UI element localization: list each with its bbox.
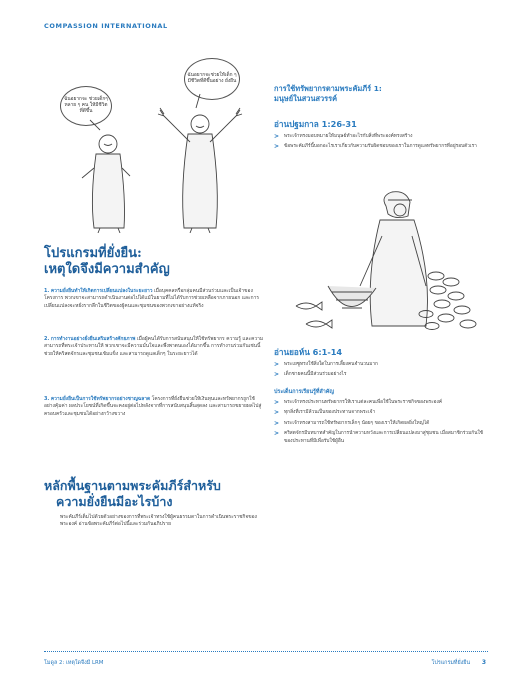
question-list-1 — [274, 133, 488, 154]
learning-text: พระเจ้าทรงสามารถใช้ทรัพยากรเล็กๆ น้อยๆ ของเราให้เกิดผลยิ่งใหญ่ได้ — [284, 420, 430, 426]
list-item — [274, 409, 488, 416]
org-header: COMPASSION INTERNATIONAL — [44, 22, 168, 30]
learning-text: คริสตจักรมีบทบาทสำคัญในการนำความหวังและการเปลี่ยนแปลงมาสู่ชุมชน เมื่อสมาชิกร่วมกันใช้ของประทานที่มีเพื่อรับใช้ผู้อื่น — [284, 431, 484, 444]
p3-number: 3. — [44, 396, 50, 402]
paragraph-intro-scripture: พระคัมภีร์เต็มไปด้วยตัวอย่างของการที่พระเจ้าทรงใช้ผู้คนธรรมดาในการดำเนินพระราชกิจของพระองค์ อ่านข้อพระคัมภีร์ต่อไปนี้และร่วมกันอภิปราย — [60, 514, 257, 528]
p1-highlight: ความยั่งยืนทำให้เกิดการเปลี่ยนแปลงในระยะยาว — [50, 288, 153, 294]
speech-bubble-left: ฉันอยากจะ ช่วยเด็กๆหลาย ๆ คน ให้มีชีวิตที่ดีขึ้น — [60, 86, 112, 126]
title2-line1: หลักพื้นฐานตามพระคัมภีร์สำหรับ — [44, 478, 221, 493]
list-item — [274, 399, 488, 406]
footer-module: โมดูล 2: เหตุใดจึงมี LRM — [44, 660, 104, 666]
footer-section-title: โปรแกรมที่ยั่งยืน — [431, 660, 471, 666]
arrow-icon: > — [274, 419, 280, 427]
footer-section — [432, 659, 487, 667]
section-title-sustainable-program — [44, 246, 264, 278]
scripture-section-1-heading — [274, 84, 488, 104]
key-learning-heading: ประเด็นการเรียนรู้ที่สำคัญ — [274, 389, 334, 395]
paragraph-1 — [44, 288, 264, 310]
arrow-icon: > — [274, 399, 280, 406]
question-text: พระเจ้าทรงมอบหมายให้มนุษย์ทำอะไรกับสิ่งที่พระองค์ทรงสร้าง — [284, 134, 413, 139]
arrow-icon: > — [274, 409, 280, 417]
list-item — [274, 371, 488, 378]
list-item — [274, 143, 488, 150]
arrow-icon: > — [274, 430, 280, 438]
arrow-icon: > — [274, 361, 280, 368]
p3-highlight: ความยั่งยืนเป็นการใช้ทรัพยากรอย่างชาญฉลาด — [50, 396, 151, 402]
arrow-icon: > — [274, 133, 280, 140]
question-text: พระเยซูทรงใช้สิ่งใดในการเลี้ยงคนจำนวนมาก — [284, 362, 378, 367]
p2-body: เมื่อผู้คนได้รับการสนับสนุนให้ใช้ทรัพยากร ความรู้ และความสามารถที่พระเจ้าประทานให้ พวกเขาจะมีความมั่นใจและพึ่งพาตนเองได้มากขึ้น การทำงานร่วมกันเช่นนี้ช่วยให้คริสตจักรและชุมชนเข้มแข็ง และสามารถดูแลเด็กๆ ในระยะยาวได้ — [44, 336, 264, 357]
p2-number: 2. — [44, 336, 50, 342]
list-item — [274, 420, 488, 427]
paragraph-3 — [44, 396, 264, 418]
p1-body: เมื่อบุคคลหรือกลุ่มคนมีส่วนร่วมและเป็นเจ้าของโครงการ พวกเขาจะสามารถดำเนินงานต่อไปได้แม้ในยามที่ไม่ได้รับการช่วยเหลือจากภายนอก และการเปลี่ยนแปลงจะหยั่งรากลึกในชีวิตของผู้คนและชุมชนของพวกเขาอย่างแท้จริง — [44, 288, 259, 309]
page-number: 3 — [481, 659, 486, 666]
list-item — [274, 133, 488, 140]
footer-divider — [44, 651, 488, 652]
list-item — [274, 361, 488, 368]
paragraph-2 — [44, 336, 264, 358]
question-list-2 — [274, 361, 488, 382]
two-figures-illustration — [60, 58, 250, 233]
boy-fish-drawing — [276, 186, 486, 336]
title1-line2: เหตุใดจึงมีความสำคัญ — [44, 262, 170, 277]
section1-line1: การใช้ทรัพยากรตามพระคัมภีร์ 1: — [274, 84, 382, 93]
p1-number: 1. — [44, 288, 50, 294]
section-title-biblical-foundation — [44, 478, 264, 510]
scripture-reference-1: อ่านปฐมกาล 1:26-31 — [274, 119, 357, 129]
section1-line2: มนุษย์ในสวนสวรรค์ — [274, 94, 338, 103]
p3-body: โครงการที่ยั่งยืนช่วยให้เงินทุนและทรัพยากรถูกใช้อย่างคุ้มค่า ผลประโยชน์ที่เกิดขึ้นจะคงอยู่ต่อไปหลังจากที่การสนับสนุนสิ้นสุดลง และสามารถขยายผลไปสู่ครอบครัวและชุมชนได้อย่างกว้างขวาง — [44, 396, 262, 417]
p2-highlight: การทำงานอย่างยั่งยืนเสริมสร้างศักยภาพ — [50, 336, 136, 342]
scripture-reference-2: อ่านยอห์น 6:1-14 — [274, 347, 343, 357]
list-item — [274, 430, 488, 445]
title1-line1: โปรแกรมที่ยั่งยืน: — [44, 246, 142, 261]
arrow-icon: > — [274, 143, 280, 151]
learning-text: พระเจ้าทรงประทานทรัพยากรให้เราแต่ละคนเพื่อใช้ในพระราชกิจของพระองค์ — [284, 400, 443, 405]
key-learning-list — [274, 399, 488, 448]
speech-bubble-right: ฉันอยากจะช่วยให้เด็ก ๆ มีชีวิตที่ดีขึ้นอย่าง ยั่งยืน — [184, 58, 240, 100]
learning-text: ทุกสิ่งที่เรามีล้วนเป็นของประทานจากพระเจ้า — [284, 410, 376, 416]
title2-line2: ความยั่งยืนมีอะไรบ้าง — [56, 494, 173, 509]
boy-with-fish-illustration — [276, 186, 486, 336]
arrow-icon: > — [274, 371, 280, 379]
question-text: ข้อพระคัมภีร์นี้บอกอะไรเราเกี่ยวกับความรับผิดชอบของเราในการดูแลทรัพยากรที่อยู่รอบตัวเรา — [284, 144, 477, 150]
question-text: เด็กชายคนนี้มีส่วนร่วมอย่างไร — [284, 372, 347, 378]
figures-drawing — [60, 58, 250, 233]
